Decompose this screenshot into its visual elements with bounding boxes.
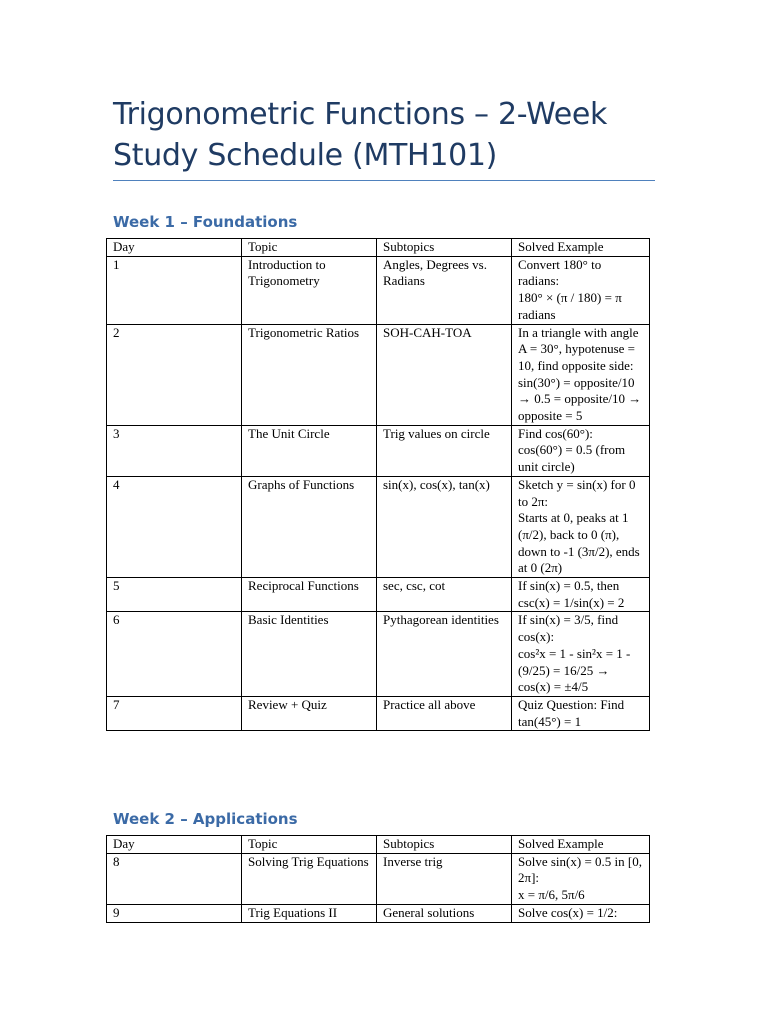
cell-subtopics: General solutions — [377, 904, 512, 922]
cell-subtopics: Practice all above — [377, 696, 512, 730]
column-header: Day — [107, 239, 242, 257]
table-row — [107, 578, 650, 612]
cell-topic: Solving Trig Equations — [242, 853, 377, 904]
cell-day: 9 — [107, 904, 242, 922]
cell-topic: Reciprocal Functions — [242, 578, 377, 612]
cell-topic: Basic Identities — [242, 612, 377, 697]
cell-topic: Introduction to Trigonometry — [242, 256, 377, 324]
cell-example — [512, 578, 650, 612]
cell-subtopics: Trig values on circle — [377, 425, 512, 476]
example-line: Find cos(60°): — [518, 425, 593, 441]
cell-subtopics: Pythagorean identities — [377, 612, 512, 697]
column-header: Day — [107, 836, 242, 854]
example-line: Sketch y = sin(x) for 0 to 2π: — [518, 476, 636, 509]
title-underline — [113, 180, 655, 181]
example-line: cos²x = 1 - sin²x = 1 - (9/25) = 16/25 → cos(x) = ±4/5 — [518, 645, 631, 695]
week1-table — [106, 238, 650, 731]
cell-example — [512, 324, 650, 425]
cell-example — [512, 256, 650, 324]
column-header: Topic — [242, 239, 377, 257]
cell-day: 6 — [107, 612, 242, 697]
cell-example — [512, 904, 650, 922]
cell-subtopics: Inverse trig — [377, 853, 512, 904]
table-row — [107, 256, 650, 324]
example-line: 180° × (π / 180) = π radians — [518, 290, 622, 322]
column-header: Subtopics — [377, 239, 512, 257]
column-header: Topic — [242, 836, 377, 854]
cell-topic: Trigonometric Ratios — [242, 324, 377, 425]
cell-example — [512, 476, 650, 577]
cell-day: 7 — [107, 696, 242, 730]
cell-subtopics: sec, csc, cot — [377, 578, 512, 612]
example-line: Quiz Question: Find tan(45°) = 1 — [518, 696, 625, 729]
cell-day: 5 — [107, 578, 242, 612]
table-row — [107, 612, 650, 697]
cell-topic: Graphs of Functions — [242, 476, 377, 577]
example-line: Convert 180° to radians: — [518, 256, 602, 289]
table-row — [107, 324, 650, 425]
example-line: If sin(x) = 0.5, then csc(x) = 1/sin(x) = 2 — [518, 578, 625, 610]
example-line: Solve cos(x) = 1/2: — [518, 904, 618, 920]
cell-example — [512, 425, 650, 476]
table-row — [107, 853, 650, 904]
column-header: Solved Example — [512, 239, 650, 257]
cell-subtopics: SOH-CAH-TOA — [377, 324, 512, 425]
cell-subtopics: sin(x), cos(x), tan(x) — [377, 476, 512, 577]
table-row — [107, 904, 650, 922]
cell-topic: Review + Quiz — [242, 696, 377, 730]
week1-heading: Week 1 – Foundations — [113, 213, 298, 231]
week2-table — [106, 835, 650, 923]
cell-day: 8 — [107, 853, 242, 904]
example-line: cos(60°) = 0.5 (from unit circle) — [518, 442, 626, 475]
cell-topic: The Unit Circle — [242, 425, 377, 476]
example-line: x = π/6, 5π/6 — [518, 887, 585, 903]
table-header-row — [107, 239, 650, 257]
table-row — [107, 425, 650, 476]
cell-example — [512, 853, 650, 904]
table-header-row — [107, 836, 650, 854]
cell-example — [512, 612, 650, 697]
column-header: Solved Example — [512, 836, 650, 854]
table-row — [107, 696, 650, 730]
example-line: In a triangle with angle A = 30°, hypotenuse = 10, find opposite side: sin(30°) = opposite/10 → 0.5 = opposite/10 → opposite = 5 — [518, 324, 642, 424]
table-row — [107, 476, 650, 577]
column-header: Subtopics — [377, 836, 512, 854]
cell-day: 4 — [107, 476, 242, 577]
cell-subtopics: Angles, Degrees vs. Radians — [377, 256, 512, 324]
cell-day: 3 — [107, 425, 242, 476]
example-line: If sin(x) = 3/5, find cos(x): — [518, 612, 619, 645]
example-line: Solve sin(x) = 0.5 in [0, 2π]: — [518, 853, 642, 886]
cell-example — [512, 696, 650, 730]
cell-day: 1 — [107, 256, 242, 324]
example-line: Starts at 0, peaks at 1 (π/2), back to 0 (π), down to -1 (3π/2), ends at 0 (2π) — [518, 510, 640, 576]
cell-topic: Trig Equations II — [242, 904, 377, 922]
cell-day: 2 — [107, 324, 242, 425]
week2-heading: Week 2 – Applications — [113, 810, 298, 828]
document-title: Trigonometric Functions – 2-Week Study Schedule (MTH101) — [113, 97, 608, 173]
